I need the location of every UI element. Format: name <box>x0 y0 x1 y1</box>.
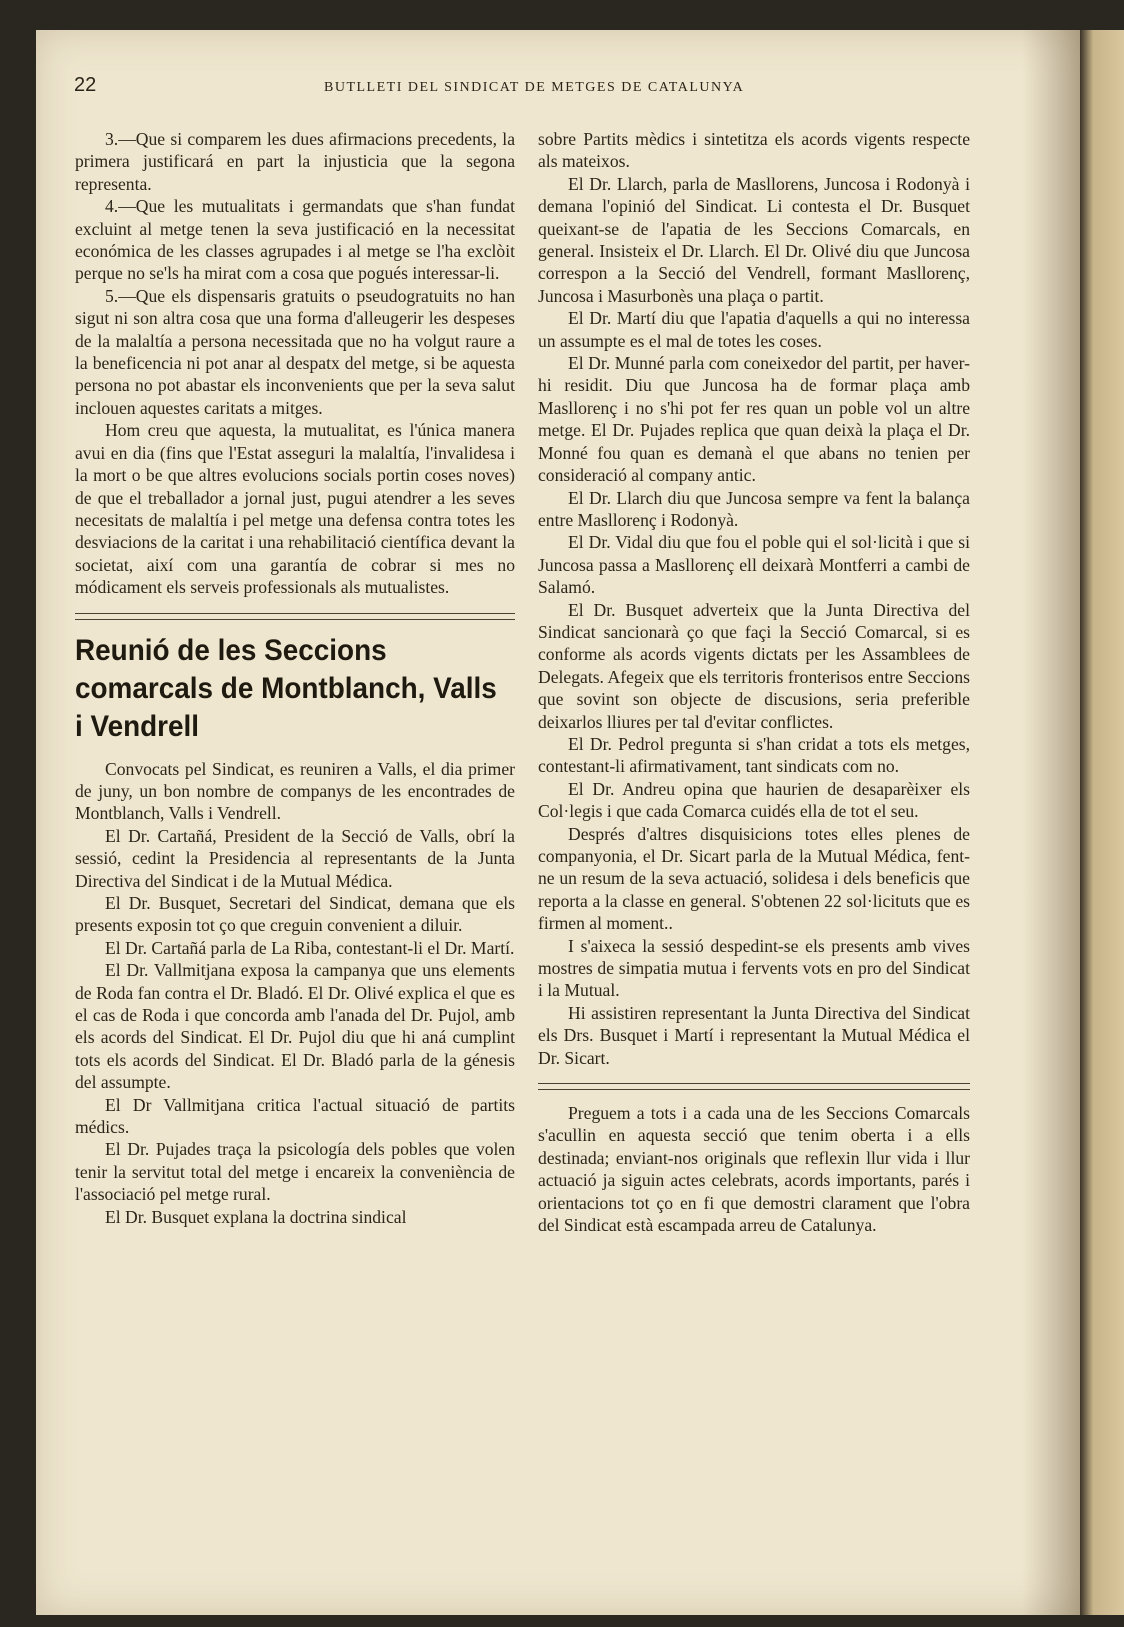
paragraph: El Dr. Pedrol pregunta si s'han cridat a tots els metges, contestant-li afirmativament, tant sindicats com no. <box>538 733 970 777</box>
section-divider <box>538 1083 970 1090</box>
paragraph: El Dr. Busquet explana la doctrina sindical <box>105 1206 407 1227</box>
facing-page-edge <box>1080 30 1124 1615</box>
paragraph: El Dr. Cartañá, President de la Secció de Valls, obrí la sessió, cedint la Presidencia al representants de la Junta Directiva del Sindicat i de la Mutual Médica. <box>75 825 515 891</box>
paragraph: 3.—Que si comparem les dues afirmacions precedents, la primera justificará en part la injusticia que la segona representa. <box>75 129 515 194</box>
paragraph: sobre Partits mèdics i sintetitza els acords vigents respecte als mateixos. <box>538 129 970 172</box>
editorial-notice: Preguem a tots i a cada una de les Seccions Comarcals s'acullin en aquesta secció que tenim oberta i a ells destinada; enviant-nos originals que reflexin llur vida i llur actuació ja siguin actes celebrats, acords importants, parés i orientacions tot ço en fi que demostri clarament que l'obra del Sindicat està escampada arreu de Catalunya. <box>538 1103 970 1236</box>
left-column <box>75 128 515 1228</box>
page-number: 22 <box>74 74 97 96</box>
paragraph: El Dr. Andreu opina que haurien de desaparèixer els Col·legis i que cada Comarca cuidés ella de tot el seu. <box>538 778 970 822</box>
paragraph: Convocats pel Sindicat, es reuniren a Valls, el dia primer de juny, un bon nombre de companys de les encontrades de Montblanch, Valls i Vendrell. <box>75 758 515 824</box>
paragraph: Hom creu que aquesta, la mutualitat, es l'única manera avui en dia (fins que l'Estat asseguri la malaltía, l'invalidesa i la mort o be que altres evolucions socials portin coses noves) de que el treballador a jornal just, pugui atendrer a les seves necesitats de malaltía i pel metge una defensa contra totes les desviacions de la caritat i una rehabilitació científica devant la societat, així com una garantía de cobrar si mes no módicament els serveis professionals als mutualistes. <box>75 420 515 598</box>
page-header <box>74 74 974 104</box>
paragraph: El Dr. Pujades traça la psicología dels pobles que volen tenir la servitut total del metge i encareix la conveniència de l'associació pel metge rural. <box>75 1139 515 1205</box>
section-divider <box>75 613 515 620</box>
paragraph: El Dr. Vidal diu que fou el poble qui el sol·licità i que si Juncosa passa a Masllorenç ell deixarà Montferri a cambi de Salamó. <box>538 532 970 598</box>
paragraph: I s'aixeca la sessió despedint-se els presents amb vives mostres de simpatia mutua i fervents vots en pro del Sindicat i la Mutual. <box>538 935 970 1001</box>
paragraph: El Dr. Llarch, parla de Masllorens, Juncosa i Rodonyà i demana l'opinió del Sindicat. Li contesta el Dr. Busquet queixant-se de l'apatia de les Seccions Comarcals, en general. Insisteix el Dr. Llarch. El Dr. Olivé diu que Juncosa correspon a la Secció del Vendrell, formant Masllorenç, Juncosa i Masurbonès una plaça o partit. <box>538 173 970 306</box>
paragraph: El Dr. Munné parla com coneixedor del partit, per haver-hi residit. Diu que Juncosa ha de formar plaça amb Masllorenç i no s'hi pot fer res quan un poble vol un altre metge. El Dr. Pujades replica que quan deixà la plaça el Dr. Monné fou quan es demanà el que abans no tenien per consideració al company antic. <box>538 353 970 486</box>
page-gutter-shadow <box>1022 30 1082 1615</box>
paragraph: 5.—Que els dispensaris gratuits o pseudogratuits no han sigut ni son altra cosa que una forma d'alleugerir les despeses de la malaltía a persona necessitada que no ha volgut raure a la beneficencia ni pot anar al despatx del metge, si be aquesta persona no pot abastar els inconvenients que per la seva salut inclouen aquestes caritats a mitges. <box>75 285 515 418</box>
article-title: Reunió de les Seccions comarcals de Montblanch, Valls i Vendrell <box>75 633 497 743</box>
right-column <box>538 128 970 1237</box>
paragraph: Hi assistiren representant la Junta Directiva del Sindicat els Drs. Busquet i Martí i representant la Mutual Médica el Dr. Sicart. <box>538 1002 970 1068</box>
paragraph: Després d'altres disquisicions totes elles plenes de companyonia, el Dr. Sicart parla de la Mutual Médica, fent-ne un resum de la seva actuació, solidesa i dels beneficis que reporta a la classe en general. S'obtenen 22 sol·licituts que es firmen al moment.. <box>538 823 970 934</box>
paragraph: El Dr. Llarch diu que Juncosa sempre va fent la balança entre Masllorenç i Rodonyà. <box>538 487 970 530</box>
paragraph: El Dr. Busquet, Secretari del Sindicat, demana que els presents exposin tot ço que creguin convenient a diluir. <box>75 892 515 936</box>
paragraph: El Dr Vallmitjana critica l'actual situació de partits médics. <box>75 1094 515 1138</box>
paragraph: El Dr. Martí diu que l'apatia d'aquells a qui no interessa un assumpte es el mal de totes les coses. <box>538 308 970 351</box>
paragraph: 4.—Que les mutualitats i germandats que s'han fundat excluint al metge tenen la seva justificació en la necessitat económica de les classes agrupades i al metge se l'ha exclòit perque no se'ls ha mirat com a cosa que pogués interessar-li. <box>75 196 515 284</box>
paragraph: El Dr. Busquet adverteix que la Junta Directiva del Sindicat sancionarà ço que façi la Secció Comarcal, si es conforme als acords vigents dictats per les Assamblees de Delegats. Afegeix que els territoris fronterisos entre Seccions que sovint son objecte de discusions, seria preferible deixarlos lliures per tal d'evitar conflictes. <box>538 599 970 732</box>
paragraph: El Dr. Vallmitjana exposa la campanya que uns elements de Roda fan contra el Dr. Bladó. El Dr. Olivé explica el que es el cas de Roda i que concorda amb l'anada del Dr. Pujol, amb els acords del Sindicat. El Dr. Pujol diu que hi aná cumplint tots els acords del Sindicat. El Dr. Bladó parla de la génesis del assumpte. <box>75 960 515 1093</box>
paragraph: El Dr. Cartañá parla de La Riba, contestant-li el Dr. Martí. <box>105 937 515 958</box>
running-title: BUTLLETI DEL SINDICAT DE METGES DE CATALUNYA <box>324 80 745 95</box>
